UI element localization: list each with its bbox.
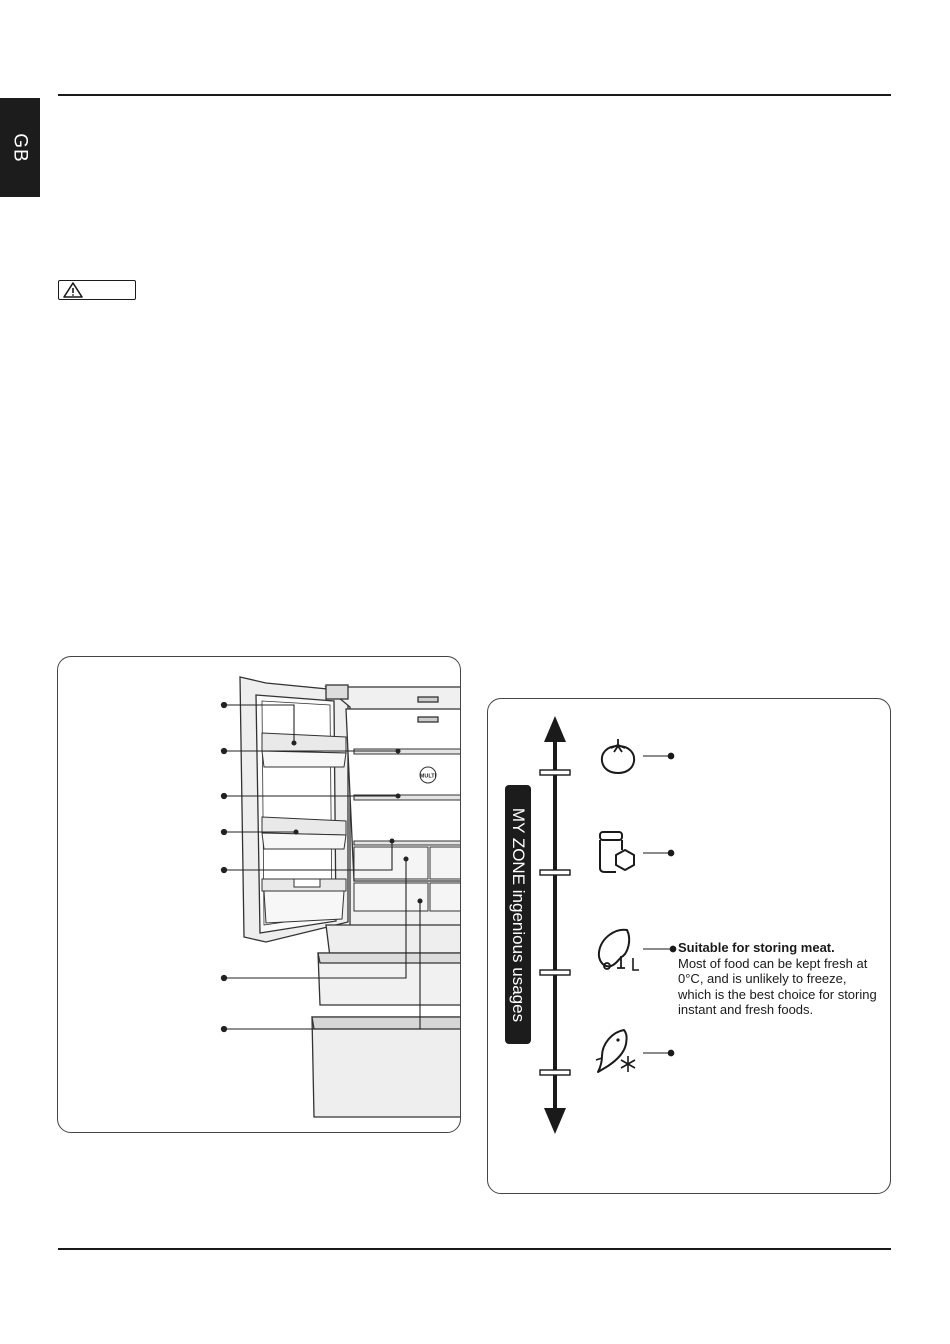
language-tab [0,98,40,197]
fridge-diagram [58,657,461,1133]
my-zone-label: MY ZONE ingenious usages [505,785,531,1044]
language-tab-label: GB [9,132,31,163]
top-rule [58,94,891,96]
door-bins [262,733,346,923]
fridge-diagram-panel [57,656,461,1133]
jar-cheese-icon [596,828,638,876]
multi-badge-label: MULTI [419,773,437,780]
bottom-rule [58,1248,891,1250]
fish-frozen-icon [594,1026,640,1076]
meat-level-heading: Suitable for storing meat. [678,940,835,955]
level-leaders [643,753,676,1056]
meat-leg-icon [593,926,643,974]
meat-level-body: Most of food can be kept fresh at 0°C, and is unlikely to freeze, which is the best choice for storing instant and fresh foods. [678,955,877,1017]
tomato-icon [598,736,638,776]
warning-box [58,280,136,300]
crisper-drawers [354,847,461,911]
warning-triangle-icon [63,282,83,298]
meat-level-description [678,940,878,1018]
lower-compartments [312,925,461,1117]
multi-badge [420,767,437,783]
